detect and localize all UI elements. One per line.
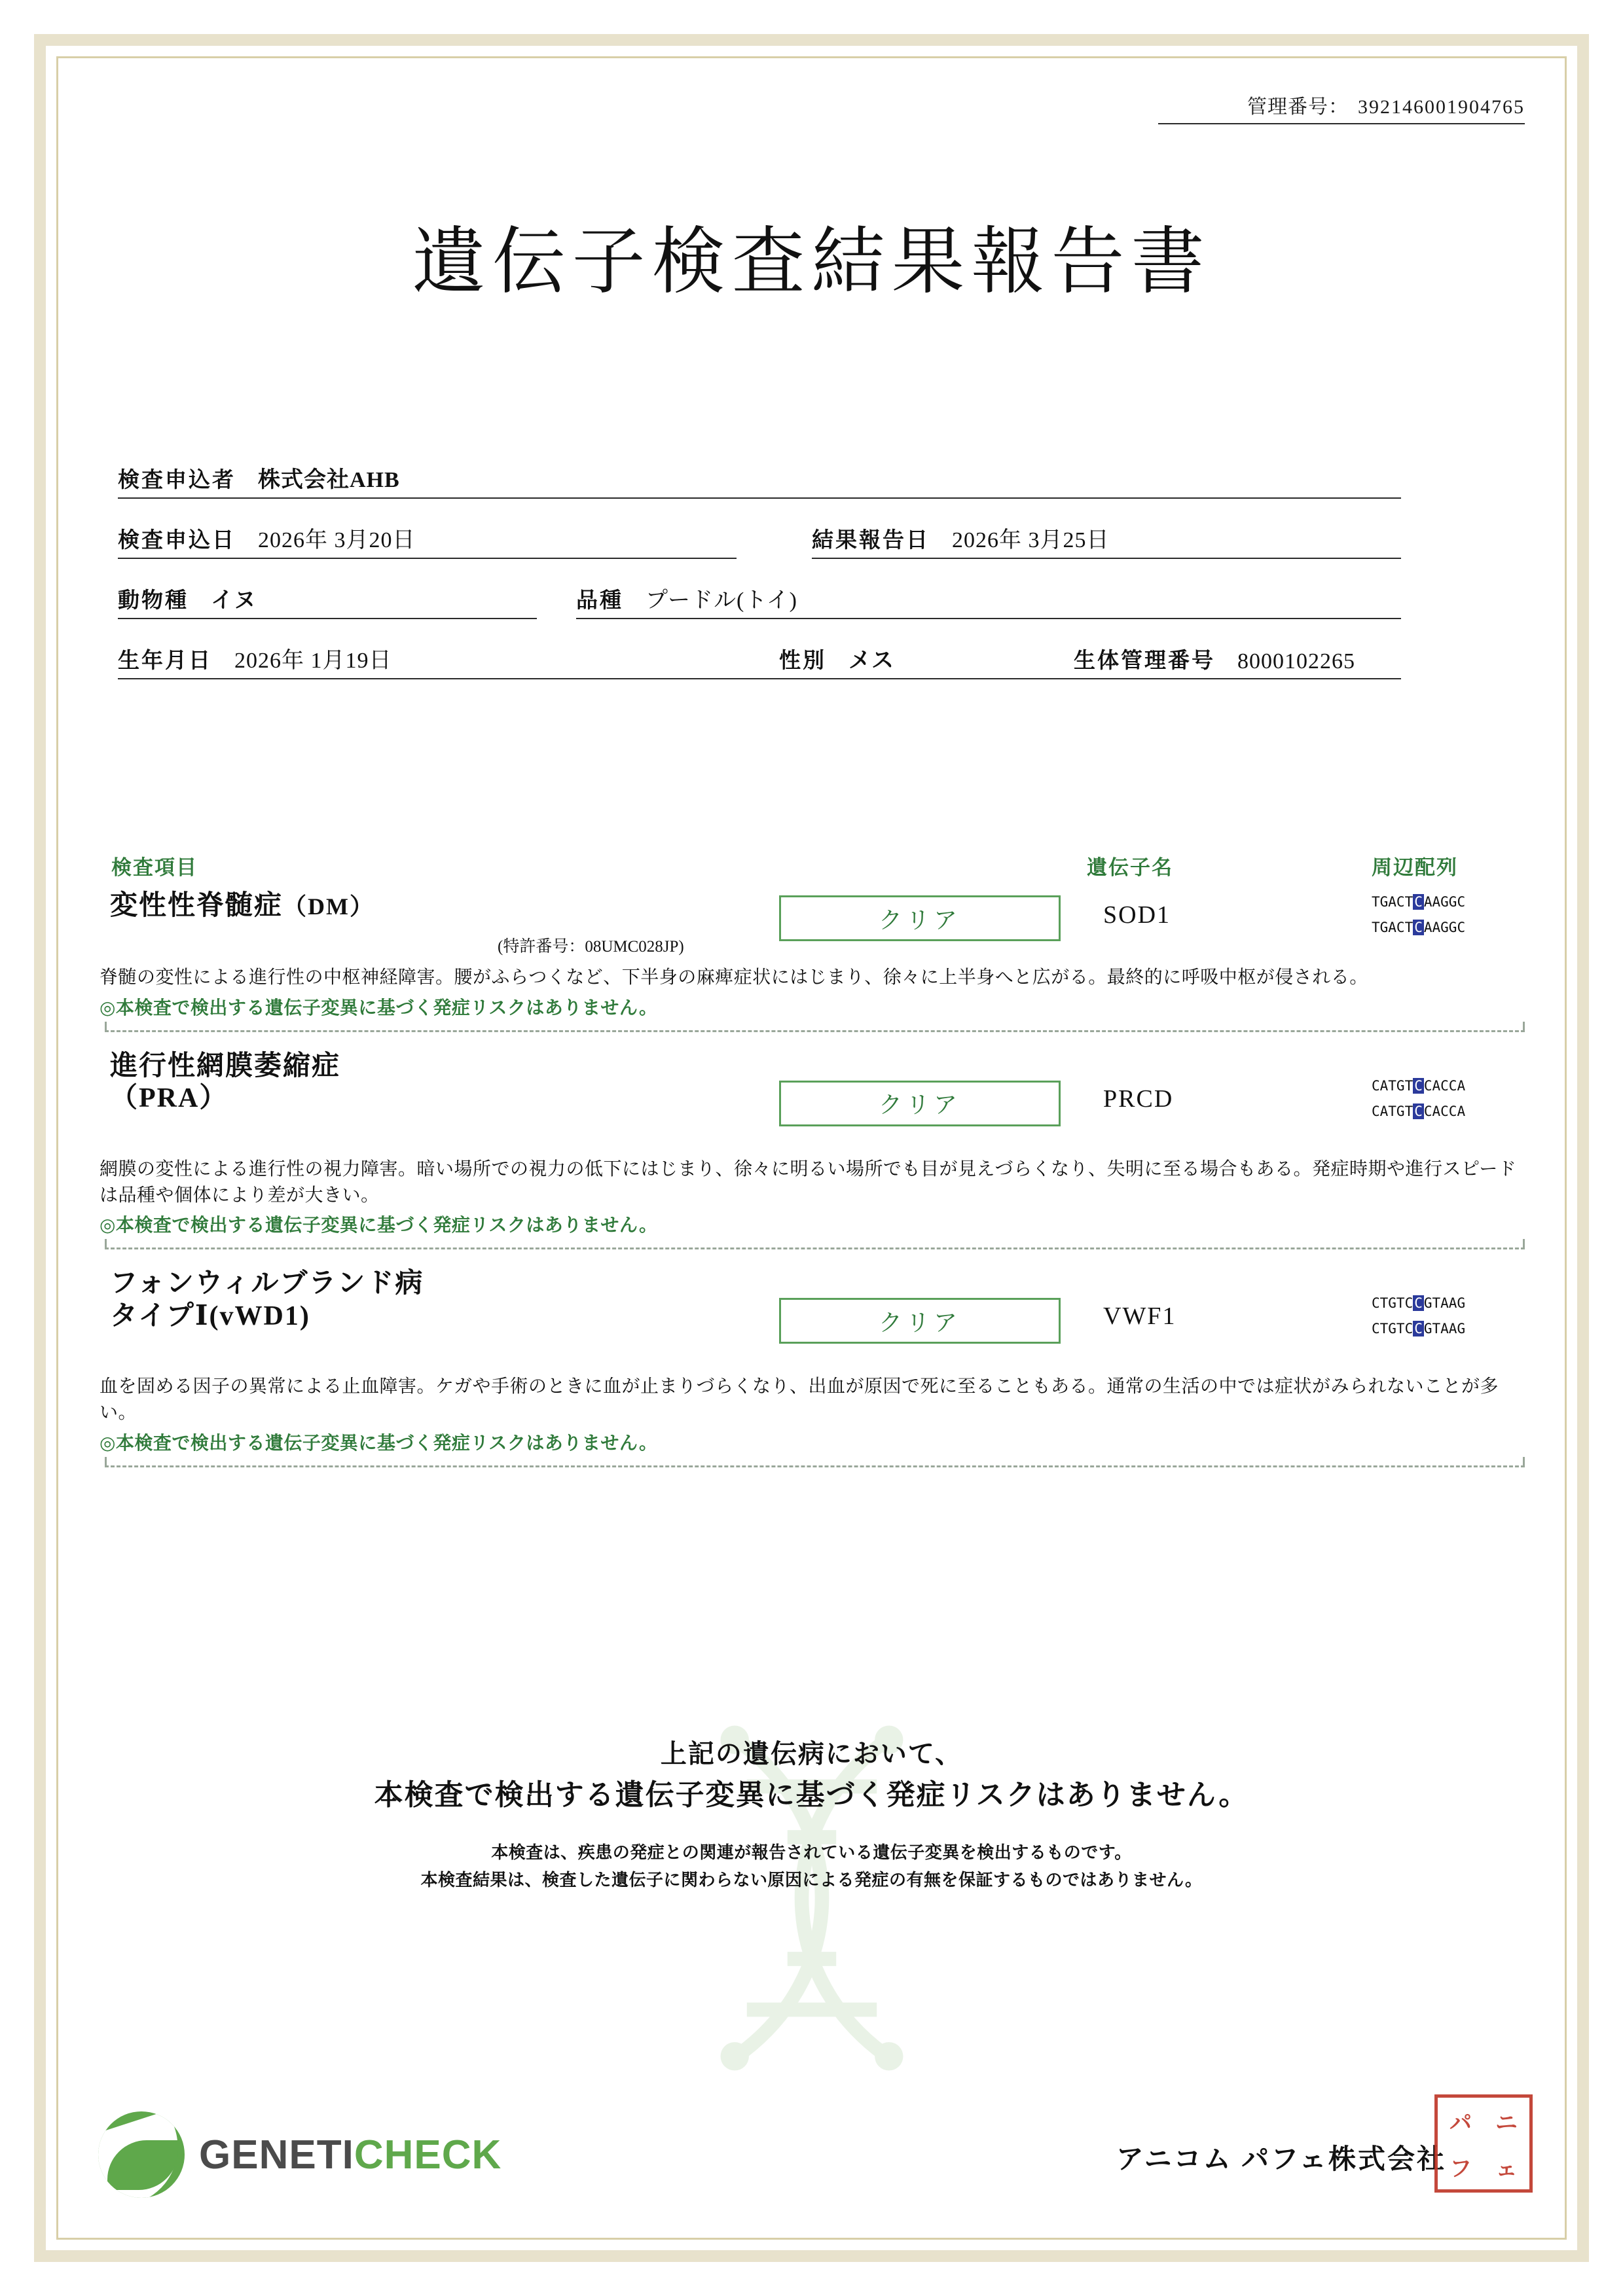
patent-number: (特許番号：08UMC028JP) bbox=[498, 938, 684, 956]
test-risk-statement: ◎本検査で検出する遺伝子変異に基づく発症リスクはありません。 bbox=[100, 1215, 658, 1236]
test-name-line1: 変性性脊髄症 bbox=[110, 891, 283, 921]
breed-value: プードル(トイ) bbox=[646, 588, 797, 613]
header-gene: 遺伝子名 bbox=[1087, 856, 1173, 879]
seq-variant: C bbox=[1414, 920, 1423, 935]
page-title: 遺伝子検査結果報告書 bbox=[412, 219, 1211, 304]
apply-date-label: 検査申込日 bbox=[118, 529, 236, 552]
sequence-line bbox=[1372, 1322, 1465, 1336]
seq-suffix: CACCA bbox=[1423, 1103, 1466, 1119]
seq-variant: C bbox=[1414, 1103, 1423, 1119]
seal-char: ニ bbox=[1495, 2111, 1518, 2136]
spacer bbox=[92, 1341, 1538, 1372]
seq-prefix: TGACT bbox=[1372, 894, 1413, 910]
seq-variant: C bbox=[1414, 1295, 1423, 1312]
test-table-header bbox=[92, 851, 1538, 886]
seq-suffix: AAGGC bbox=[1423, 920, 1466, 935]
seq-variant: C bbox=[1414, 1321, 1423, 1337]
animal-id-label: 生体管理番号 bbox=[1074, 649, 1215, 673]
info-row-birth bbox=[118, 619, 1525, 679]
field-animal-id bbox=[1074, 631, 1401, 679]
gene-name: SOD1 bbox=[1103, 901, 1171, 929]
field-applicant bbox=[118, 450, 1401, 499]
test-main-line bbox=[92, 886, 1538, 963]
report-date-label: 結果報告日 bbox=[812, 529, 930, 552]
summary-block bbox=[79, 1734, 1544, 1893]
report-content bbox=[79, 72, 1544, 2224]
summary-line-2: 本検査で検出する遺伝子変異に基づく発症リスクはありません。 bbox=[374, 1779, 1249, 1811]
test-name-line2: タイプⅠ(vWD1) bbox=[110, 1300, 310, 1331]
sequence-block bbox=[1372, 1297, 1465, 1348]
control-number-rule bbox=[1158, 123, 1525, 124]
gene-name: VWF1 bbox=[1103, 1302, 1176, 1331]
seq-suffix: CACCA bbox=[1423, 1077, 1466, 1094]
seq-suffix: GTAAG bbox=[1423, 1321, 1466, 1337]
field-report-date bbox=[812, 511, 1401, 559]
spacer bbox=[92, 1124, 1538, 1155]
seq-suffix: GTAAG bbox=[1423, 1295, 1466, 1312]
sequence-line bbox=[1372, 1079, 1465, 1093]
test-row bbox=[92, 1264, 1538, 1467]
leaf-logo-icon bbox=[98, 2111, 185, 2198]
sequence-line bbox=[1372, 895, 1465, 909]
applicant-label: 検査申込者 bbox=[118, 469, 236, 492]
summary-note-2: 本検査結果は、検査した遺伝子に関わらない原因による発症の有無を保証するものではありません。 bbox=[420, 1870, 1203, 1890]
test-description: 血を固める因子の異常による止血障害。ケガや手術のときに血が止まりづらくなり、出血が原因で死に至ることもある。通常の生活の中では症状がみられないことが多い。 bbox=[100, 1376, 1499, 1423]
control-number-value: 392146001904765 bbox=[1358, 96, 1525, 118]
applicant-value: 株式会社AHB bbox=[258, 468, 400, 492]
test-name bbox=[110, 1050, 340, 1115]
seq-prefix: CATGT bbox=[1372, 1077, 1413, 1094]
seal-char: フ bbox=[1450, 2157, 1472, 2181]
info-row-species bbox=[118, 559, 1525, 619]
divider bbox=[105, 1465, 1525, 1467]
test-row bbox=[92, 1047, 1538, 1250]
test-risk-statement: ◎本検査で検出する遺伝子変異に基づく発症リスクはありません。 bbox=[100, 1433, 658, 1454]
test-description: 脊髄の変性による進行性の中枢神経障害。腰がふらつくなど、下半身の麻痺症状にはじまり、徐々に上半身へと広がる。最終的に呼吸中枢が侵される。 bbox=[100, 967, 1368, 988]
seq-variant: C bbox=[1414, 1077, 1423, 1094]
test-row bbox=[92, 886, 1538, 1032]
test-main-line bbox=[92, 1047, 1538, 1124]
field-apply-date bbox=[118, 511, 737, 559]
seq-prefix: TGACT bbox=[1372, 920, 1413, 935]
test-name bbox=[110, 1268, 424, 1333]
breed-label: 品種 bbox=[576, 589, 623, 613]
species-label: 動物種 bbox=[118, 589, 189, 613]
test-name-line1: 進行性網膜萎縮症 bbox=[110, 1050, 341, 1081]
report-date-value: 2026年 3月25日 bbox=[952, 528, 1110, 552]
test-main-line bbox=[92, 1264, 1538, 1341]
info-row-dates bbox=[118, 499, 1525, 559]
test-results-section bbox=[92, 851, 1538, 1482]
company-seal-stamp bbox=[1434, 2094, 1533, 2193]
company-name: アニコム パフェ株式会社 bbox=[1116, 2145, 1446, 2175]
test-name-line2: （PRA） bbox=[110, 1083, 228, 1114]
result-badge: クリア bbox=[779, 1298, 1061, 1344]
sex-value: メス bbox=[848, 649, 894, 673]
header-sequence: 周辺配列 bbox=[1372, 856, 1458, 879]
report-footer bbox=[79, 2067, 1544, 2211]
info-row-applicant bbox=[118, 439, 1525, 499]
seq-prefix: CTGTC bbox=[1372, 1321, 1413, 1337]
field-species bbox=[118, 571, 537, 619]
sex-label: 性別 bbox=[779, 649, 826, 673]
control-number bbox=[1247, 90, 1525, 119]
summary-note bbox=[79, 1839, 1544, 1893]
animal-id-value: 8000102265 bbox=[1237, 649, 1355, 673]
seal-char: パ bbox=[1450, 2111, 1472, 2136]
control-number-label: 管理番号： bbox=[1247, 96, 1349, 118]
logo-text-dark: GENETI bbox=[199, 2132, 354, 2178]
result-badge: クリア bbox=[779, 1081, 1061, 1126]
seq-prefix: CTGTC bbox=[1372, 1295, 1413, 1312]
info-block bbox=[118, 439, 1525, 679]
seal-char: ェ bbox=[1495, 2157, 1518, 2181]
apply-date-value: 2026年 3月20日 bbox=[258, 528, 416, 552]
summary-note-1: 本検査は、疾患の発症との関連が報告されている遺伝子変異を検出するものです。 bbox=[491, 1843, 1132, 1862]
birth-label: 生年月日 bbox=[118, 649, 212, 673]
geneticheck-logo bbox=[98, 2111, 501, 2198]
seq-variant: C bbox=[1414, 894, 1423, 910]
seq-prefix: CATGT bbox=[1372, 1103, 1413, 1119]
test-risk-statement: ◎本検査で検出する遺伝子変異に基づく発症リスクはありません。 bbox=[100, 997, 658, 1018]
field-birth bbox=[118, 631, 779, 679]
logo-text-green: CHECK bbox=[354, 2132, 502, 2178]
header-item: 検査項目 bbox=[111, 856, 198, 879]
sequence-block bbox=[1372, 1079, 1465, 1130]
birth-value: 2026年 1月19日 bbox=[234, 649, 392, 673]
divider bbox=[105, 1247, 1525, 1249]
field-sex bbox=[779, 631, 1074, 679]
logo-text bbox=[199, 2132, 501, 2178]
result-badge: クリア bbox=[779, 895, 1061, 941]
gene-name: PRCD bbox=[1103, 1085, 1174, 1113]
test-name-line1: フォンウィルブランド病 bbox=[110, 1268, 424, 1299]
test-name-line2: （DM） bbox=[283, 893, 374, 920]
summary-line-1: 上記の遺伝病において、 bbox=[660, 1739, 963, 1768]
species-value: イヌ bbox=[211, 588, 257, 613]
field-breed bbox=[576, 571, 1401, 619]
sequence-block bbox=[1372, 895, 1465, 946]
divider bbox=[105, 1030, 1525, 1032]
sequence-line bbox=[1372, 921, 1465, 935]
sequence-line bbox=[1372, 1105, 1465, 1119]
seq-suffix: AAGGC bbox=[1423, 894, 1466, 910]
test-name bbox=[110, 890, 374, 923]
sequence-line bbox=[1372, 1297, 1465, 1310]
test-description: 網膜の変性による進行性の視力障害。暗い場所での視力の低下にはじまり、徐々に明るい場所でも目が見えづらくなり、失明に至る場合もある。発症時期や進行スピードは品種や個体により差が大きい。 bbox=[100, 1158, 1517, 1206]
